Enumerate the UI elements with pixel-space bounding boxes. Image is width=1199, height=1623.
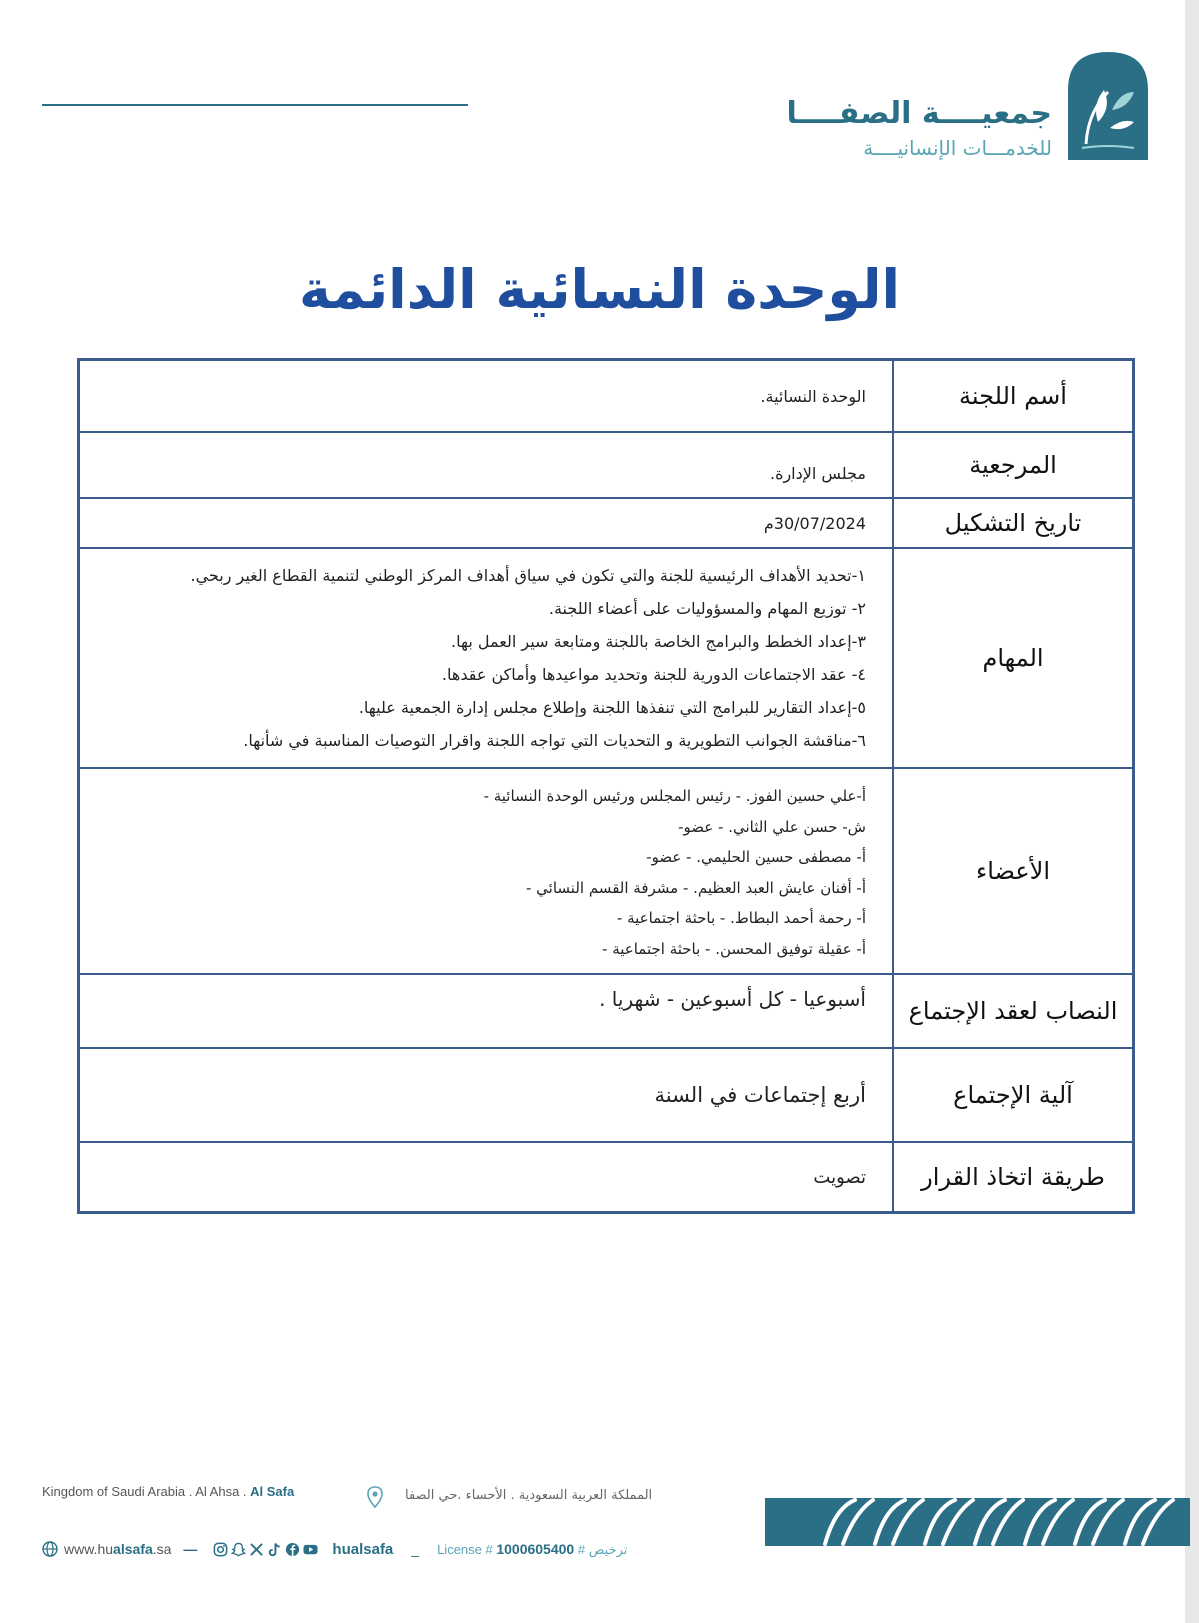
table-row (80, 973, 1132, 1047)
committee-name-value: الوحدة النسائية. (760, 386, 866, 406)
location-en-text: Kingdom of Saudi Arabia . Al Ahsa . (42, 1484, 251, 1499)
meeting-mechanism-value: أربع إجتماعات في السنة (654, 1083, 866, 1107)
list-item: ٢- توزيع المهام والمسؤوليات على أعضاء اللجنة. (548, 599, 866, 618)
list-item: أ- عقيلة توفيق المحسن. - باحثة اجتماعية - (602, 939, 866, 958)
list-item: ٥-إعداد التقارير للبرامج التي تنفذها اللجنة وإطلاع مجلس إدارة الجمعية عليها. (358, 698, 866, 717)
social-icons (213, 1542, 318, 1557)
org-subtitle: للخدمـــات الإنسانيــــة (863, 136, 1052, 160)
license-number: 1000605400 (496, 1540, 575, 1557)
license-ar: # ترخيص (577, 1541, 628, 1557)
table-row (80, 1047, 1132, 1141)
tiktok-icon[interactable] (267, 1542, 282, 1557)
quorum-label: النصاب لعقد الإجتماع (892, 975, 1132, 1047)
quorum-value: أسبوعيا - كل أسبوعين - شهريا . (599, 987, 866, 1011)
leaf-logo-icon (1068, 52, 1148, 160)
instagram-icon[interactable] (213, 1542, 228, 1557)
tasks-list (191, 559, 867, 757)
header-rule (42, 104, 468, 106)
list-item: أ- رحمة أحمد البطاط. - باحثة اجتماعية - (616, 909, 866, 927)
footer-location-en (42, 1484, 294, 1499)
list-item: أ- مصطفى حسين الحليمي. - عضو- (646, 848, 866, 866)
table-row (80, 431, 1132, 497)
tasks-label: المهام (892, 549, 1132, 767)
separator: _ (411, 1541, 420, 1557)
table-row (80, 497, 1132, 547)
org-name: جمعيــــة الصفــــا (786, 96, 1052, 131)
globe-icon (42, 1541, 58, 1557)
footer-location-ar: المملكة العربية السعودية . الأحساء .حي الصفا (405, 1488, 653, 1503)
list-item: أ- أفنان عايش العبد العظيم. - مشرفة القسم النسائي - (525, 878, 866, 897)
website-suffix: .sa (152, 1541, 172, 1557)
table-row (80, 547, 1132, 767)
social-handle[interactable]: hualsafa (332, 1540, 394, 1558)
reference-value: مجلس الإدارة. (769, 464, 866, 483)
location-pin-icon (367, 1486, 383, 1508)
table-row (80, 767, 1132, 973)
decorative-wave-band (765, 1498, 1190, 1546)
decision-method-label: طريقة اتخاذ القرار (892, 1143, 1132, 1211)
list-item: أ-علي حسين الفوز. - رئيس المجلس ورئيس الوحدة النسائية - (483, 787, 866, 805)
page-title: الوحدة النسائية الدائمة (298, 258, 901, 321)
meeting-mechanism-label: آلية الإجتماع (892, 1049, 1132, 1141)
members-value (80, 769, 892, 973)
separator: — (183, 1541, 198, 1557)
footer-contacts (42, 1536, 627, 1562)
snapchat-icon[interactable] (231, 1542, 246, 1557)
members-label: الأعضاء (892, 769, 1132, 973)
list-item: ٦-مناقشة الجوانب التطويرية و التحديات التي تواجه اللجنة واقرار التوصيات المناسبة في شأنها. (243, 731, 866, 750)
youtube-icon[interactable] (303, 1542, 318, 1557)
page-edge-strip (1185, 0, 1199, 1623)
facebook-icon[interactable] (285, 1542, 300, 1557)
location-en-bold: Al Safa (250, 1484, 295, 1499)
formation-date-label: تاريخ التشكيل (892, 499, 1132, 547)
table-row (80, 1141, 1132, 1211)
committee-name-label: أسم اللجنة (892, 361, 1132, 431)
tasks-value (80, 549, 892, 767)
decision-method-value: تصويت (813, 1166, 866, 1188)
website-link[interactable] (64, 1541, 171, 1557)
x-icon[interactable] (249, 1542, 264, 1557)
website-prefix: www.hu (64, 1541, 114, 1557)
reference-label: المرجعية (892, 433, 1132, 497)
list-item: ش- حسن علي الثاني. - عضو- (678, 817, 866, 836)
list-item: ١-تحديد الأهداف الرئيسية للجنة والتي تكون في سياق أهداف المركز الوطني لتنمية القطاع الغير ربحي. (190, 566, 866, 585)
committee-table (77, 358, 1135, 1214)
license-prefix: License # (437, 1541, 497, 1557)
list-item: ٤- عقد الاجتماعات الدورية للجنة وتحديد مواعيدها وأماكن عقدها. (441, 665, 866, 684)
org-logo (786, 52, 1148, 164)
license-info (437, 1541, 627, 1558)
table-row (80, 361, 1132, 431)
website-bold: alsafa (113, 1541, 153, 1557)
members-list (484, 781, 866, 964)
list-item: ٣-إعداد الخطط والبرامج الخاصة باللجنة ومتابعة سير العمل بها. (451, 632, 866, 651)
formation-date-value: 30/07/2024م (763, 513, 866, 533)
